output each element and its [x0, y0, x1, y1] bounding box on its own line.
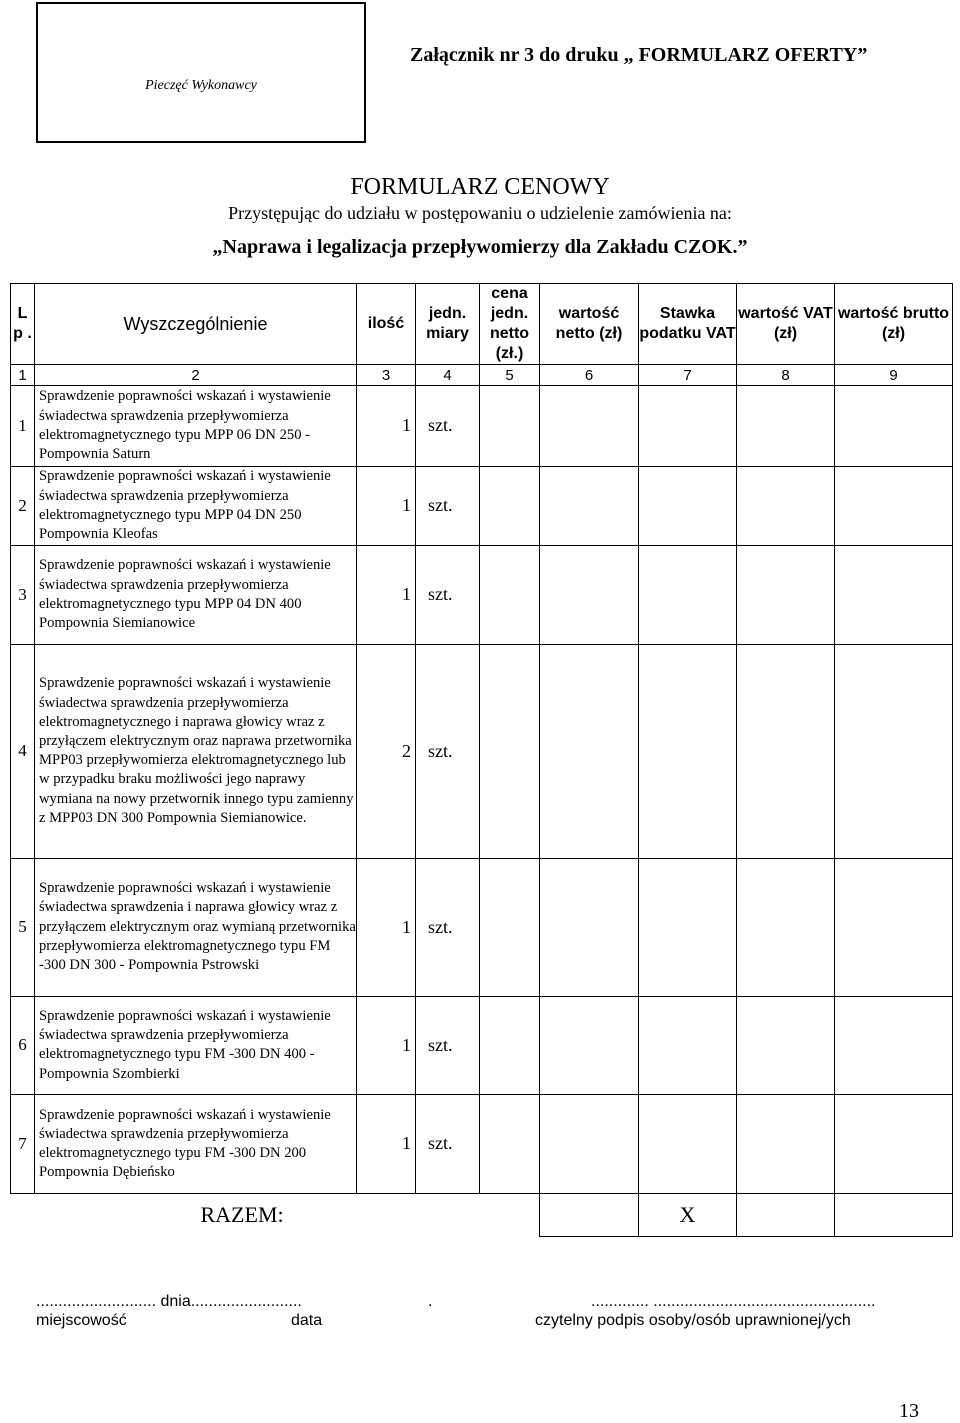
separator-dot: . — [428, 1293, 433, 1310]
total-net-cell[interactable] — [540, 1193, 639, 1236]
signature-label: czytelny podpis osoby/osób uprawnionej/ych — [535, 1312, 851, 1329]
row-lp: 7 — [11, 1095, 35, 1194]
total-vat-cell[interactable] — [737, 1193, 835, 1236]
column-number-row — [11, 365, 953, 386]
gross-value-cell[interactable] — [835, 996, 953, 1095]
vat-rate-cell[interactable] — [639, 996, 737, 1095]
unit-price-cell[interactable] — [480, 858, 540, 996]
row-qty: 1 — [357, 996, 416, 1095]
table-row — [11, 1095, 953, 1194]
unit-price-cell[interactable] — [480, 466, 540, 545]
row-description: Sprawdzenie poprawności wskazań i wystawienie świadectwa sprawdzenia przepływomierza elektromagnetycznego typu FM -300 DN 400 -Pompownia Szombierki — [35, 996, 357, 1095]
vat-rate-cell[interactable] — [639, 386, 737, 466]
header-row — [11, 284, 953, 365]
row-unit: szt. — [416, 1095, 480, 1194]
date-label: data — [291, 1312, 323, 1329]
row-qty: 1 — [357, 546, 416, 645]
price-table — [10, 283, 953, 1237]
net-value-cell[interactable] — [540, 386, 639, 466]
header-vat-rate: Stawka podatku VAT — [639, 284, 737, 365]
column-number: 3 — [357, 365, 416, 386]
unit-price-cell[interactable] — [480, 644, 540, 858]
column-number: 6 — [540, 365, 639, 386]
gross-value-cell[interactable] — [835, 858, 953, 996]
vat-value-cell[interactable] — [737, 546, 835, 645]
column-number: 5 — [480, 365, 540, 386]
contractor-stamp-box — [36, 2, 366, 143]
place-label: miejscowość — [36, 1312, 127, 1329]
vat-value-cell[interactable] — [737, 386, 835, 466]
net-value-cell[interactable] — [540, 858, 639, 996]
row-description: Sprawdzenie poprawności wskazań i wystawienie świadectwa sprawdzenia przepływomierza elektromagnetycznego typu MPP 04 DN 400 Pompownia Siemianowice — [35, 546, 357, 645]
column-number: 2 — [35, 365, 357, 386]
unit-price-cell[interactable] — [480, 1095, 540, 1194]
place-date-line: ........................... dnia......................... — [36, 1293, 302, 1310]
gross-value-cell[interactable] — [835, 386, 953, 466]
table-row — [11, 858, 953, 996]
gross-value-cell[interactable] — [835, 546, 953, 645]
gross-value-cell[interactable] — [835, 644, 953, 858]
table-row — [11, 644, 953, 858]
vat-value-cell[interactable] — [737, 996, 835, 1095]
header-vat-value: wartość VAT (zł) — [737, 284, 835, 365]
table-row — [11, 996, 953, 1095]
row-qty: 1 — [357, 466, 416, 545]
unit-price-cell[interactable] — [480, 996, 540, 1095]
header-lp: L p . — [11, 284, 35, 365]
signature-line: ............. .................................................. — [591, 1293, 876, 1310]
row-description: Sprawdzenie poprawności wskazań i wystawienie świadectwa sprawdzenia przepływomierza elektromagnetycznego typu FM -300 DN 200 Pompownia Dębieńsko — [35, 1095, 357, 1194]
row-lp: 5 — [11, 858, 35, 996]
row-description: Sprawdzenie poprawności wskazań i wystawienie świadectwa sprawdzenia przepływomierza elektromagnetycznego typu MPP 06 DN 250 - Pompownia Saturn — [35, 386, 357, 466]
total-label: RAZEM: — [11, 1193, 540, 1236]
row-unit: szt. — [416, 386, 480, 466]
row-qty: 1 — [357, 386, 416, 466]
vat-rate-cell[interactable] — [639, 466, 737, 545]
table-row — [11, 546, 953, 645]
row-description: Sprawdzenie poprawności wskazań i wystawienie świadectwa sprawdzenia przepływomierza elektromagnetycznego typu MPP 04 DN 250 Pompownia Kleofas — [35, 466, 357, 545]
row-lp: 6 — [11, 996, 35, 1095]
vat-value-cell[interactable] — [737, 466, 835, 545]
net-value-cell[interactable] — [540, 644, 639, 858]
row-qty: 1 — [357, 858, 416, 996]
vat-value-cell[interactable] — [737, 644, 835, 858]
row-unit: szt. — [416, 996, 480, 1095]
vat-value-cell[interactable] — [737, 1095, 835, 1194]
vat-rate-cell[interactable] — [639, 546, 737, 645]
net-value-cell[interactable] — [540, 546, 639, 645]
gross-value-cell[interactable] — [835, 1095, 953, 1194]
vat-rate-cell[interactable] — [639, 858, 737, 996]
row-unit: szt. — [416, 644, 480, 858]
column-number: 9 — [835, 365, 953, 386]
header-unit: jedn. miary — [416, 284, 480, 365]
header-unit-price: cena jedn. netto (zł.) — [480, 284, 540, 365]
column-number: 7 — [639, 365, 737, 386]
row-unit: szt. — [416, 546, 480, 645]
stamp-label: Pieczęć Wykonawcy — [145, 78, 257, 93]
header-spec: Wyszczególnienie — [35, 284, 357, 365]
net-value-cell[interactable] — [540, 996, 639, 1095]
column-number: 8 — [737, 365, 835, 386]
vat-value-cell[interactable] — [737, 858, 835, 996]
intro-text: Przystępując do udziału w postępowaniu o udzielenie zamówienia na: — [228, 203, 732, 223]
total-row — [11, 1193, 953, 1236]
row-qty: 2 — [357, 644, 416, 858]
row-lp: 4 — [11, 644, 35, 858]
column-number: 1 — [11, 365, 35, 386]
form-title: FORMULARZ CENOWY — [350, 174, 610, 200]
row-lp: 2 — [11, 466, 35, 545]
page-number: 13 — [899, 1400, 919, 1422]
vat-rate-cell[interactable] — [639, 644, 737, 858]
attachment-title: Załącznik nr 3 do druku „ FORMULARZ OFERTY” — [410, 44, 868, 66]
total-vat-rate: X — [639, 1193, 737, 1236]
gross-value-cell[interactable] — [835, 466, 953, 545]
vat-rate-cell[interactable] — [639, 1095, 737, 1194]
row-description: Sprawdzenie poprawności wskazań i wystawienie świadectwa sprawdzenia i naprawa głowicy wraz z przyłączem elektrycznym oraz wymianą przetwornika przepływomierza elektromagnetycznego typu FM -300 DN 300 - Pompownia Pstrowski — [35, 858, 357, 996]
net-value-cell[interactable] — [540, 1095, 639, 1194]
row-qty: 1 — [357, 1095, 416, 1194]
row-unit: szt. — [416, 466, 480, 545]
unit-price-cell[interactable] — [480, 546, 540, 645]
column-number: 4 — [416, 365, 480, 386]
table-row — [11, 466, 953, 545]
net-value-cell[interactable] — [540, 466, 639, 545]
table-row — [11, 386, 953, 466]
row-lp: 1 — [11, 386, 35, 466]
header-net-value: wartość netto (zł) — [540, 284, 639, 365]
header-qty: ilość — [357, 284, 416, 365]
row-lp: 3 — [11, 546, 35, 645]
row-unit: szt. — [416, 858, 480, 996]
unit-price-cell[interactable] — [480, 386, 540, 466]
header-gross-value: wartość brutto (zł) — [835, 284, 953, 365]
row-description: Sprawdzenie poprawności wskazań i wystawienie świadectwa sprawdzenia przepływomierza elektromagnetycznego i naprawa głowicy wraz z przyłączem elektrycznym oraz naprawa przetwornika MPP03 przepływomierza elektromagnetycznego lub w przypadku braku możliwości jego naprawy wymiana na nowy przetwornik innego typu zamienny z MPP03 DN 300 Pompownia Siemianowice. — [35, 644, 357, 858]
order-subject: „Naprawa i legalizacja przepływomierzy dla Zakładu CZOK.” — [212, 236, 748, 258]
total-gross-cell[interactable] — [835, 1193, 953, 1236]
